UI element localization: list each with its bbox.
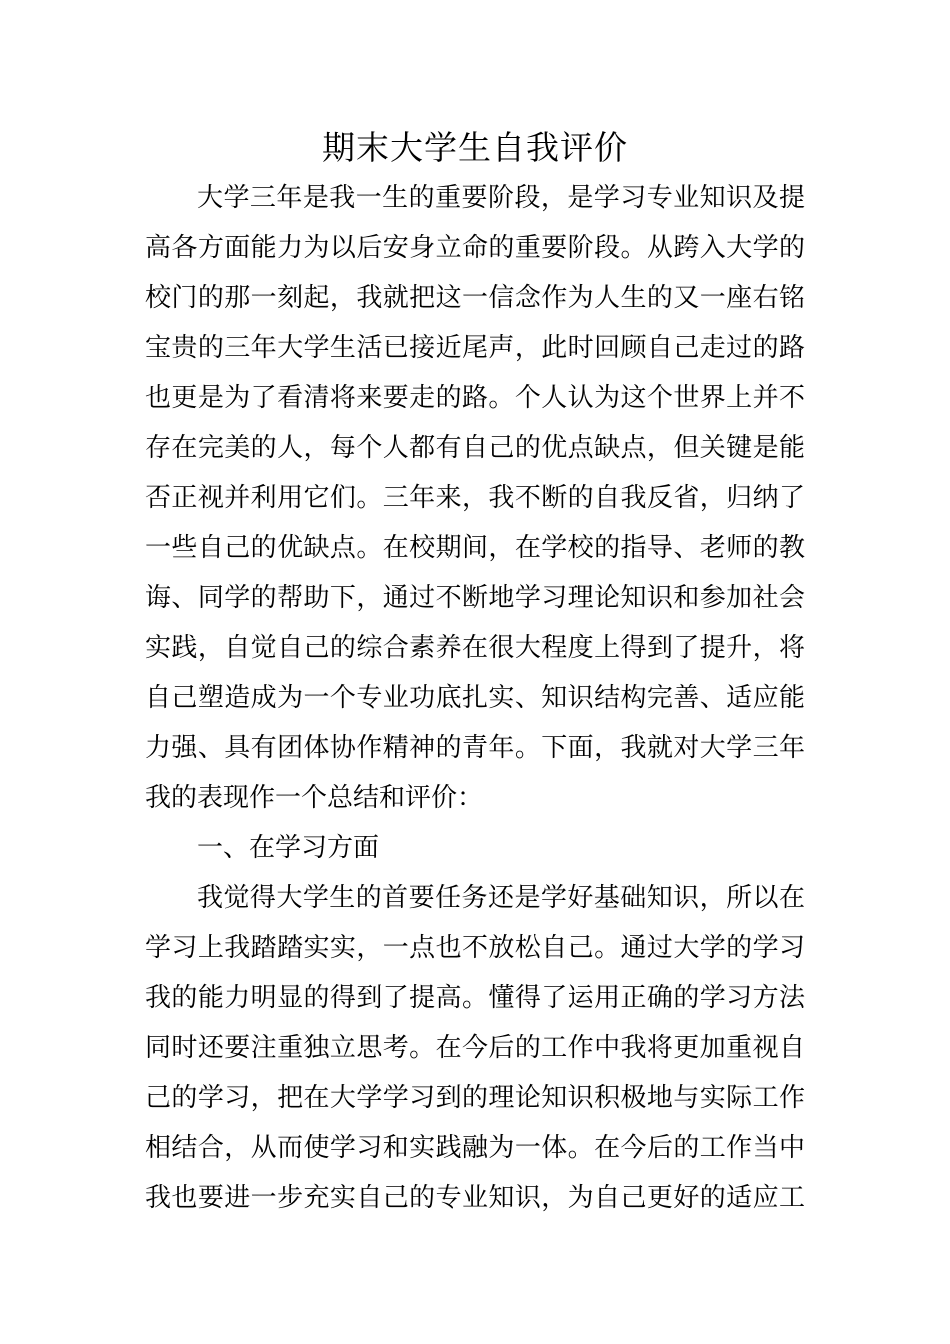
text-line: 一些自己的优缺点。在校期间，在学校的指导、老师的教 bbox=[145, 533, 805, 563]
text-line: 否正视并利用它们。三年来，我不断的自我反省，归纳了 bbox=[145, 483, 805, 513]
text-line: 学习上我踏踏实实，一点也不放松自己。通过大学的学习 bbox=[145, 933, 805, 963]
text-line: 我觉得大学生的首要任务还是学好基础知识，所以在 bbox=[197, 883, 805, 913]
text-line: 高各方面能力为以后安身立命的重要阶段。从跨入大学的 bbox=[145, 233, 805, 263]
text-line: 自己塑造成为一个专业功底扎实、知识结构完善、适应能 bbox=[145, 683, 805, 713]
text-line: 存在完美的人，每个人都有自己的优点缺点，但关键是能 bbox=[145, 433, 805, 463]
text-line: 宝贵的三年大学生活已接近尾声，此时回顾自己走过的路 bbox=[145, 333, 805, 363]
text-line: 诲、同学的帮助下，通过不断地学习理论知识和参加社会 bbox=[145, 583, 805, 613]
text-line: 我的表现作一个总结和评价： bbox=[145, 783, 484, 813]
text-line: 也更是为了看清将来要走的路。个人认为这个世界上并不 bbox=[145, 383, 805, 413]
text-line: 我也要进一步充实自己的专业知识，为自己更好的适应工 bbox=[145, 1183, 805, 1213]
text-line: 校门的那一刻起，我就把这一信念作为人生的又一座右铭 bbox=[145, 283, 805, 313]
text-line: 大学三年是我一生的重要阶段，是学习专业知识及提 bbox=[197, 183, 805, 213]
section-heading: 一、在学习方面 bbox=[197, 833, 380, 863]
text-line: 我的能力明显的得到了提高。懂得了运用正确的学习方法 bbox=[145, 983, 805, 1013]
text-line: 相结合，从而使学习和实践融为一体。在今后的工作当中 bbox=[145, 1133, 805, 1163]
document-body bbox=[145, 173, 805, 1223]
text-line: 同时还要注重独立思考。在今后的工作中我将更加重视自 bbox=[145, 1033, 805, 1063]
text-line: 力强、具有团体协作精神的青年。下面，我就对大学三年 bbox=[145, 733, 805, 763]
document-title: 期末大学生自我评价 bbox=[322, 128, 628, 167]
text-line: 己的学习，把在大学学习到的理论知识积极地与实际工作 bbox=[145, 1083, 805, 1113]
text-line: 实践，自觉自己的综合素养在很大程度上得到了提升，将 bbox=[145, 633, 805, 663]
